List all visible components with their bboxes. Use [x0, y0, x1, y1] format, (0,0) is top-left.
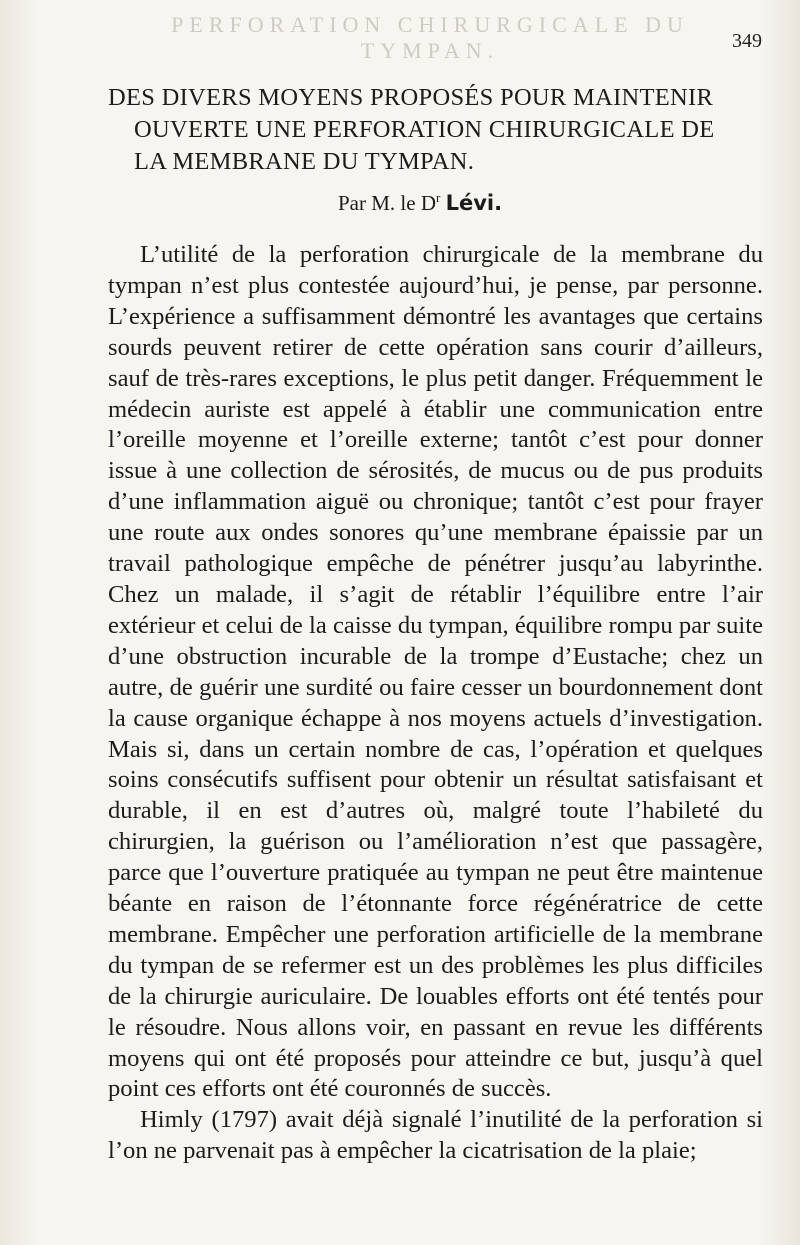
- paragraph-1: L’utilité de la perforation chirurgicale de la membrane du tympan n’est plus contestée aujourd’hui, je pense, par personne. L’expérience a suffisamment démontré les avantages que certains sourds peuvent retirer de cette opération sans courir d’ailleurs, sauf de très-rares exceptions, le plus petit danger. Fréquemment le médecin auriste est appelé à établir une communication entre l’oreille moyenne et l’oreille externe; tantôt c’est pour donner issue à une collection de sérosités, de mucus ou de pus produits d’une inflammation aiguë ou chronique; tantôt c’est pour frayer une route aux ondes sonores qu’une membrane épaissie par un travail pathologique empêche de pénétrer jusqu’au labyrinthe. Chez un malade, il s’agit de rétablir l’équilibre entre l’air extérieur et celui de la caisse du tympan, équilibre rompu par suite d’une obstruction incurable de la trompe d’Eustache; chez un autre, de guérir une surdité ou faire cesser un bourdonnement dont la cause organique échappe à nos moyens actuels d’investigation. Mais si, dans un certain nombre de cas, l’opération et quelques soins consécutifs suffisent pour obtenir un résultat satisfaisant et durable, il en est d’autres où, malgré toute l’habileté du chirurgien, la guérison ou l’amélioration n’est que passagère, parce que l’ouverture pratiquée au tympan ne peut être maintenue béante en raison de l’étonnante force régénératrice de cette membrane. Empêcher une perforation artificielle de la membrane du tympan de se refermer est un des problèmes les plus difficiles de la chirurgie auriculaire. De louables efforts ont été tentés pour le résoudre. Nous allons voir, en passant en revue les différents moyens qui ont été proposés pour atteindre ce but, jusqu’à quel point ces efforts ont été couronnés de succès.: [108, 241, 763, 1103]
- byline-prefix: Par M. le D: [338, 191, 436, 215]
- author-byline: [338, 190, 502, 216]
- byline-superscript: r: [436, 190, 441, 205]
- author-name: Lévi.: [445, 191, 503, 215]
- title-line-3: LA MEMBRANE DU TYMPAN.: [134, 148, 475, 175]
- title-line-2: OUVERTE UNE PERFORATION CHIRURGICALE DE: [134, 116, 715, 143]
- article-title: [108, 82, 768, 178]
- title-line-1: DES DIVERS MOYENS PROPOSÉS POUR MAINTENIR: [108, 84, 714, 111]
- page-number: 349: [732, 30, 762, 52]
- bleed-through-running-head: PERFORATION CHIRURGICALE DU TYMPAN.: [171, 12, 689, 63]
- paragraph-2: Himly (1797) avait déjà signalé l’inutilité de la perforation si l’on ne parvenait pas à empêcher la cicatrisation de la plaie;: [108, 1106, 763, 1165]
- article-body: [108, 240, 763, 1167]
